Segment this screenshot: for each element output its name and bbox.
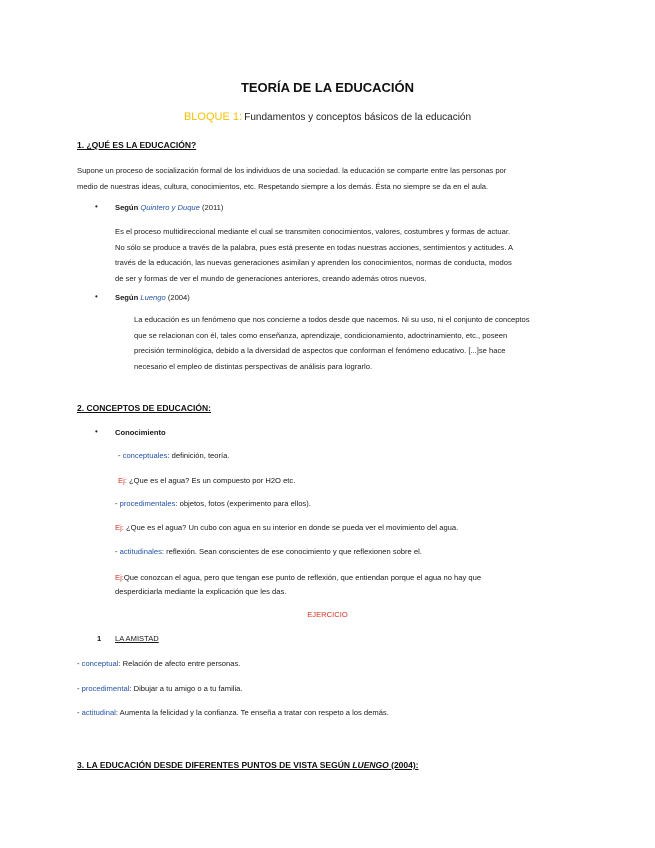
- conceptual-label: conceptual: [81, 659, 119, 668]
- intro-line: medio de nuestras ideas, cultura, conocimientos, etc. Respetando siempre a los demás. Ésta no siempre se da en el aula.: [77, 181, 489, 191]
- dash: -: [115, 499, 118, 508]
- example-block: [115, 571, 481, 599]
- example-line: [115, 571, 481, 585]
- bloque-label: BLOQUE 1:: [183, 111, 243, 123]
- example-text: ¿Que es el agua? Un cubo con agua en su interior en donde se pueda ver el movimiento del agua.: [126, 523, 459, 532]
- procedimental-line: [77, 684, 242, 693]
- heading-pre: 3. LA EDUCACIÓN DESDE DIFERENTES PUNTOS DE VISTA SEGÚN: [77, 760, 350, 770]
- ref-year: (2004): [167, 293, 190, 302]
- section-3-heading: [77, 760, 419, 770]
- dash: -: [77, 708, 80, 717]
- bullet: •: [95, 202, 98, 211]
- ejercicio-heading: EJERCICIO: [307, 610, 348, 619]
- procedimentales-label: procedimentales: [119, 499, 176, 508]
- example-text: Que conozcan el agua, pero que tengan ese punto de reflexión, que entiendan porque el agua no hay que: [123, 573, 482, 582]
- bullet: •: [95, 427, 98, 436]
- conocimiento-label: Conocimiento: [115, 428, 166, 437]
- example-text: ¿Que es el agua? Es un compuesto por H2O etc.: [129, 476, 296, 485]
- heading-author: LUENGO: [352, 760, 389, 770]
- conceptuales-label: conceptuales: [122, 451, 168, 460]
- actitudinales-label: actitudinales: [119, 547, 162, 556]
- conceptuales-line: [118, 451, 229, 460]
- example-label: Ej:: [118, 476, 127, 485]
- conceptuales-text: : definición, teoría.: [167, 451, 230, 460]
- ref-line: Es el proceso multidireccional mediante el cual se transmiten conocimientos, valores, costumbres y formas de actuar.: [115, 227, 511, 236]
- ref-year: (2011): [202, 203, 224, 212]
- bullet: •: [95, 292, 98, 301]
- dash: -: [77, 659, 80, 668]
- actitudinal-line: [77, 708, 389, 717]
- section-1-intro: [77, 163, 577, 194]
- intro-line: Supone un proceso de socialización formal de los individuos de una sociedad. la educación se comparte entre las personas por: [77, 166, 507, 175]
- ref-author: Luengo: [140, 293, 166, 302]
- reference-quintero-text: [115, 224, 513, 286]
- ref-line: precisión terminológica, debido a la diversidad de aspectos que conforman el fenómeno educativo. [...]se hace: [134, 346, 506, 355]
- ref-pre: Según: [115, 203, 139, 212]
- heading-post: (2004):: [391, 760, 419, 770]
- procedimental-label: procedimental: [81, 684, 130, 693]
- page-title: TEORÍA DE LA EDUCACIÓN: [240, 80, 415, 95]
- procedimental-text: : Dibujar a tu amigo o a tu familia.: [129, 684, 243, 693]
- actitudinal-text: : Aumenta la felicidad y la confianza. Te enseña a tratar con respeto a los demás.: [115, 708, 389, 717]
- ref-pre: Según: [115, 293, 139, 302]
- example-line: [115, 523, 458, 532]
- bloque-subtitle: [0, 111, 655, 123]
- list-number: 1: [97, 634, 102, 643]
- bloque-text: Fundamentos y conceptos básicos de la educación: [244, 112, 472, 123]
- dash: -: [118, 451, 121, 460]
- ref-line: No sólo se produce a través de la palabra, pues está presente en todas nuestras acciones, sentimientos y actitudes. A: [115, 242, 514, 252]
- ref-line: necesario el empleo de distintas perspectivas de análisis para lograrlo.: [134, 361, 373, 371]
- amistad-heading: LA AMISTAD: [115, 634, 159, 643]
- ref-line: La educación es un fenómeno que nos concierne a todos desde que nacemos. Ni su uso, ni el conjunto de conceptos: [134, 315, 530, 324]
- reference-luengo-text: [134, 312, 530, 374]
- procedimentales-line: [115, 499, 311, 508]
- dash: -: [77, 684, 80, 693]
- conceptual-line: [77, 659, 240, 668]
- example-label: Ej:: [115, 523, 124, 532]
- ref-author: Quintero y Duque: [140, 203, 200, 212]
- ref-line: través de la educación, las nuevas generaciones asimilan y aprenden los conocimientos, normas de conducta, modos: [115, 258, 512, 267]
- procedimentales-text: : objetos, fotos (experimento para ellos).: [175, 499, 311, 508]
- actitudinales-line: [115, 547, 422, 556]
- ref-line: de ser y formas de ver el mundo de generaciones anteriores, creando además otros nuevos.: [115, 273, 427, 283]
- example-line: [118, 476, 295, 485]
- reference-luengo: [115, 293, 190, 302]
- actitudinal-label: actitudinal: [81, 708, 116, 717]
- section-2-heading: 2. CONCEPTOS DE EDUCACIÓN:: [77, 403, 211, 413]
- actitudinales-text: : reflexión. Sean conscientes de ese conocimiento y que reflexionen sobre el.: [161, 547, 422, 556]
- dash: -: [115, 547, 118, 556]
- ref-line: que se relacionan con él, tales como enseñanza, aprendizaje, condicionamiento, adoctrinamiento, etc., poseen: [134, 330, 508, 340]
- reference-quintero: [115, 203, 223, 212]
- section-1-heading: 1. ¿QUÉ ES LA EDUCACIÓN?: [77, 140, 197, 150]
- example-label: Ej:: [115, 573, 124, 582]
- conceptual-text: : Relación de afecto entre personas.: [118, 659, 241, 668]
- example-line: desperdiciarla mediante la explicación que les das.: [115, 587, 287, 596]
